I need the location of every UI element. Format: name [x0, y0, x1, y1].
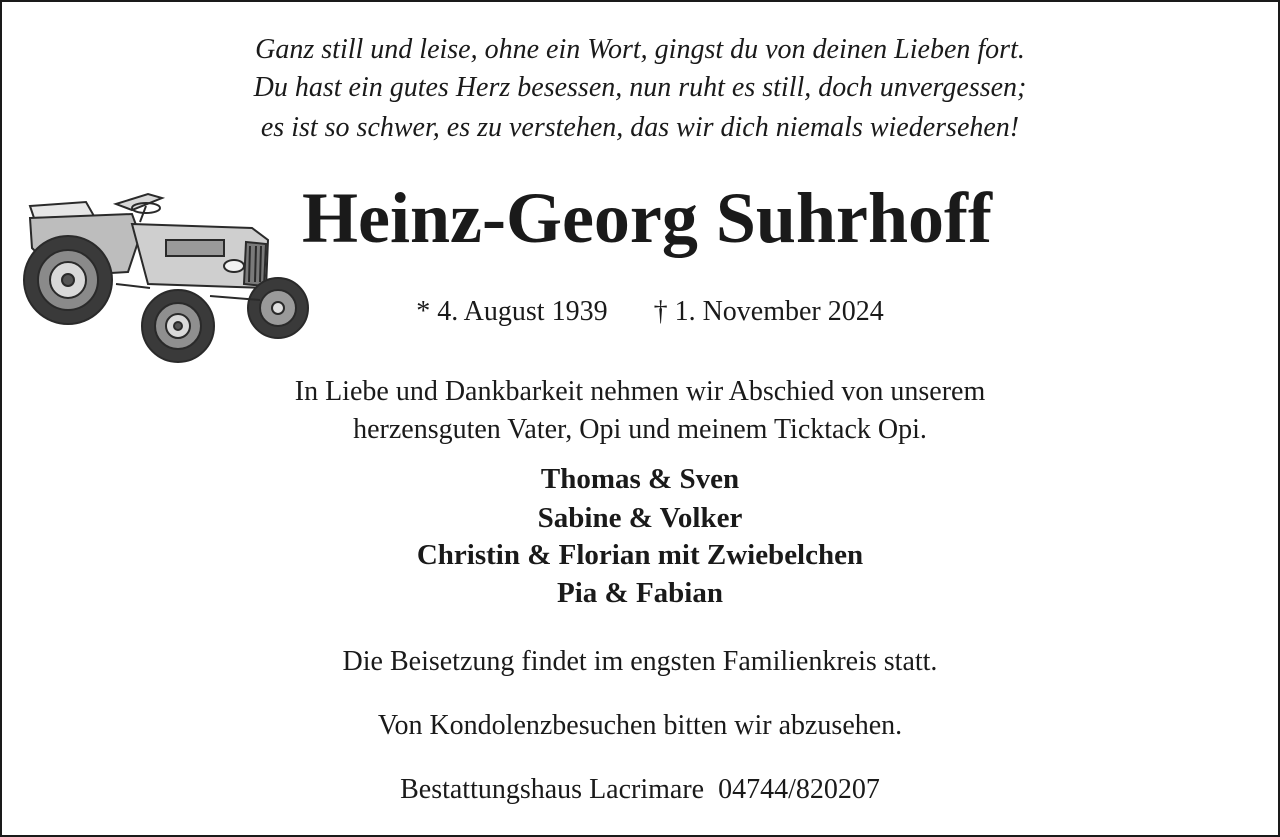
poem-line-3: es ist so schwer, es zu verstehen, das wir dich niemals wiedersehen! [260, 112, 1020, 143]
deceased-name: Heinz-Georg Suhrhoff [302, 178, 992, 258]
funeral-home: Bestattungshaus Lacrimare 04744/820207 [400, 774, 880, 805]
mourner-line: Pia & Fabian [557, 577, 723, 609]
farewell-line-1: In Liebe und Dankbarkeit nehmen wir Abschied von unserem [294, 376, 986, 407]
mourner-line: Christin & Florian mit Zwiebelchen [416, 539, 864, 571]
mourner-line: Thomas & Sven [540, 463, 740, 495]
dates-row [22, 295, 1278, 329]
burial-note: Die Beisetzung findet im engsten Familienkreis statt. [342, 646, 938, 677]
birth-date: * 4. August 1939 [416, 296, 608, 327]
condolence-note: Von Kondolenzbesuchen bitten wir abzusehen. [377, 710, 903, 741]
poem-line-2: Du hast ein gutes Herz besessen, nun ruht es still, doch unvergessen; [253, 72, 1027, 103]
poem-line-1: Ganz still und leise, ohne ein Wort, gingst du von deinen Lieben fort. [255, 34, 1025, 65]
farewell-line-2: herzensguten Vater, Opi und meinem Ticktack Opi. [353, 414, 927, 445]
death-date: † 1. November 2024 [653, 296, 884, 327]
mourner-line: Sabine & Volker [537, 502, 743, 534]
